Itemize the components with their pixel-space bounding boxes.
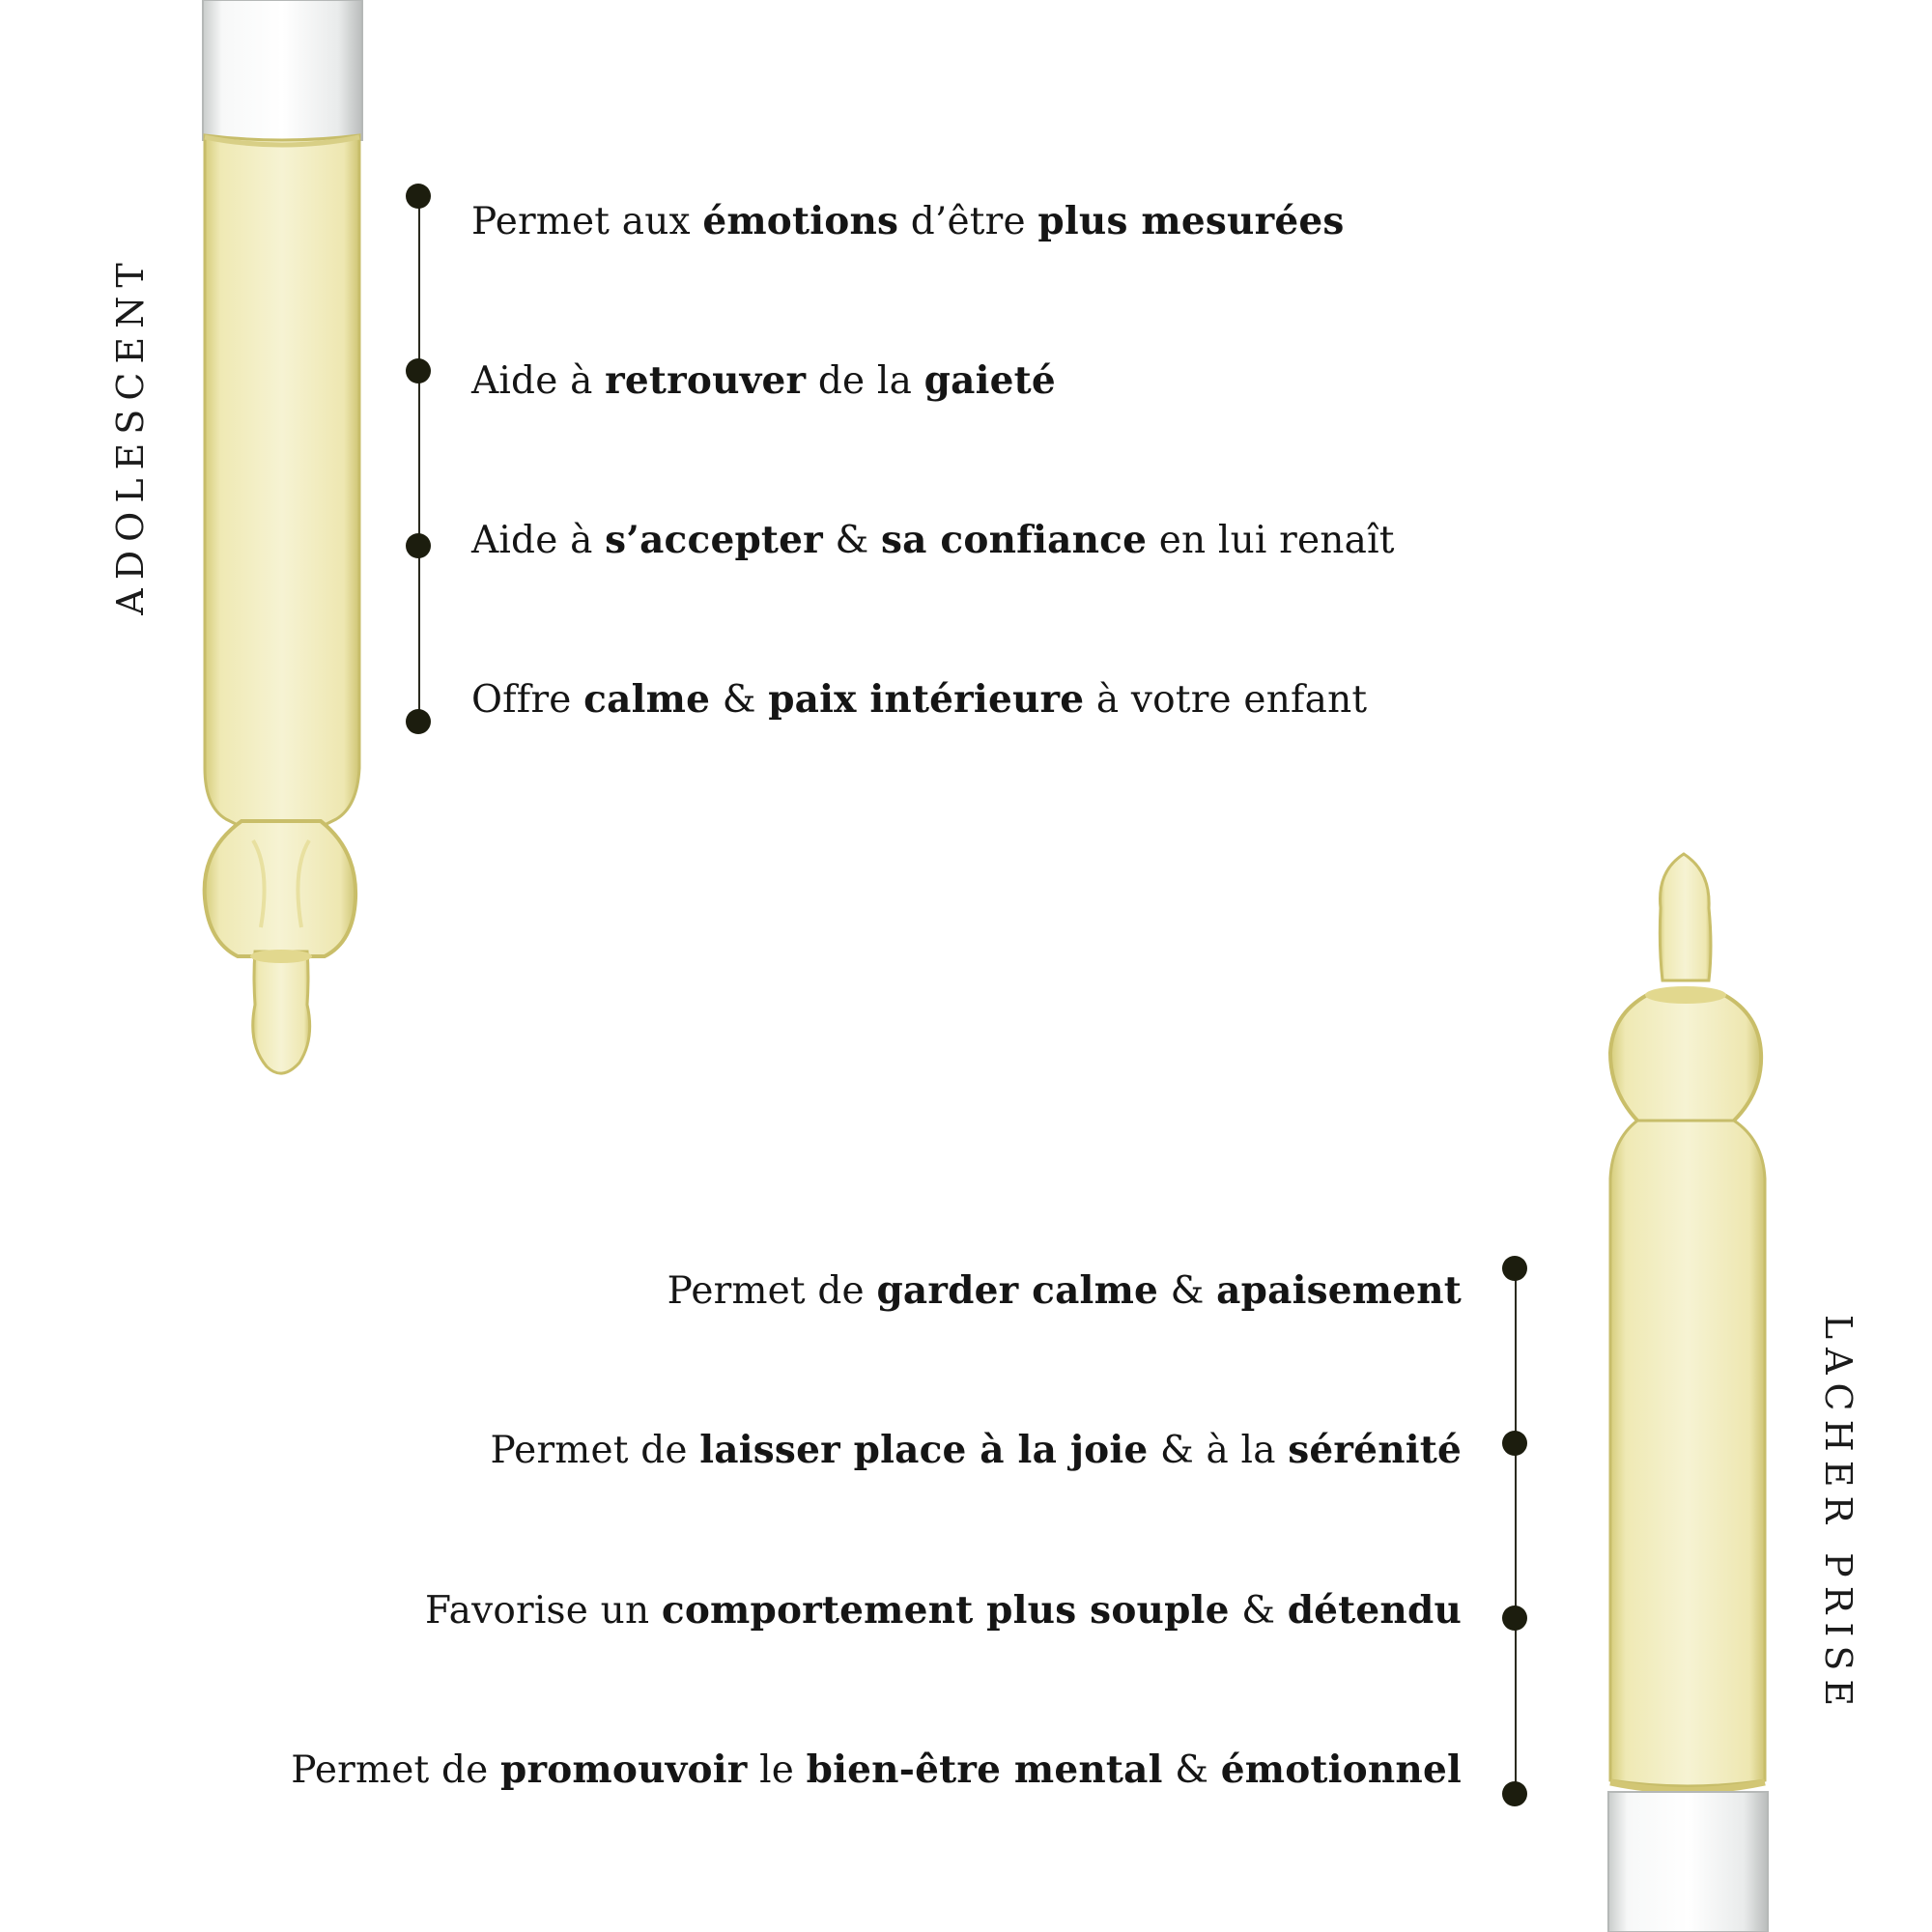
timeline-dot-icon (1502, 1605, 1527, 1631)
benefit-text: de la (806, 359, 924, 403)
oil-drop-icon (253, 952, 310, 1073)
dropper-pipette-icon (1599, 850, 1773, 1932)
benefit-emphasis: gaieté (923, 358, 1056, 403)
timeline-adolescent (406, 184, 444, 744)
timeline-dot-icon (1502, 1256, 1527, 1281)
benefit-text: & (710, 678, 769, 722)
benefit-text: Permet de (291, 1748, 500, 1792)
oil-drop-icon (1660, 854, 1711, 980)
benefit-text: & (822, 519, 882, 562)
benefit-text: Aide à (471, 519, 606, 562)
benefit-item (471, 676, 1367, 724)
benefit-text: Offre (471, 678, 584, 722)
benefit-text: & (1229, 1589, 1288, 1633)
benefit-emphasis: émotions (702, 199, 899, 243)
benefit-text: le (747, 1748, 807, 1792)
benefit-text: Permet de (490, 1429, 700, 1472)
timeline-dot-icon (406, 709, 431, 734)
benefit-item (471, 517, 1395, 564)
benefit-item (291, 1747, 1462, 1794)
benefit-emphasis: apaisement (1216, 1268, 1462, 1313)
benefit-emphasis: garder calme (876, 1268, 1159, 1313)
timeline-dot-icon (1502, 1431, 1527, 1456)
benefit-text: Permet aux (471, 200, 703, 243)
benefit-text: à votre enfant (1084, 678, 1368, 722)
section-title-lacher-prise: LACHER PRISE (1817, 1314, 1860, 1716)
benefit-text: Aide à (471, 359, 606, 403)
benefit-item (425, 1587, 1462, 1634)
benefit-item (471, 198, 1345, 245)
benefit-text: & à la (1148, 1429, 1289, 1472)
benefit-text: Permet de (667, 1269, 877, 1313)
timeline-lacher-prise (1502, 1256, 1541, 1816)
benefit-emphasis: laisser place à la joie (699, 1428, 1149, 1472)
benefit-emphasis: calme (583, 677, 711, 722)
benefit-emphasis: sérénité (1288, 1428, 1462, 1472)
benefit-text: d’être (898, 200, 1038, 243)
benefit-emphasis: sa confiance (881, 518, 1148, 562)
section-title-adolescent: ADOLESCENT (109, 254, 152, 615)
benefit-emphasis: bien-être mental (806, 1747, 1163, 1792)
benefit-item (471, 357, 1056, 405)
benefit-item (668, 1267, 1462, 1315)
benefit-text: en lui renaît (1147, 519, 1395, 562)
benefit-emphasis: retrouver (605, 358, 807, 403)
timeline-dot-icon (406, 184, 431, 209)
benefit-emphasis: s’accepter (605, 518, 823, 562)
benefit-emphasis: comportement plus souple (661, 1588, 1230, 1633)
benefit-text: Favorise un (425, 1589, 662, 1633)
benefit-emphasis: promouvoir (500, 1747, 748, 1792)
benefit-text: & (1162, 1748, 1221, 1792)
dropper-pipette-icon (193, 0, 367, 1087)
benefit-item (490, 1427, 1462, 1474)
benefit-emphasis: émotionnel (1220, 1747, 1462, 1792)
timeline-line (1515, 1268, 1517, 1794)
timeline-dot-icon (1502, 1781, 1527, 1806)
timeline-dot-icon (406, 533, 431, 558)
benefit-emphasis: détendu (1287, 1588, 1462, 1633)
benefit-emphasis: paix intérieure (768, 677, 1085, 722)
timeline-dot-icon (406, 358, 431, 384)
benefit-emphasis: plus mesurées (1037, 199, 1345, 243)
benefit-text: & (1158, 1269, 1217, 1313)
timeline-line (418, 196, 420, 722)
